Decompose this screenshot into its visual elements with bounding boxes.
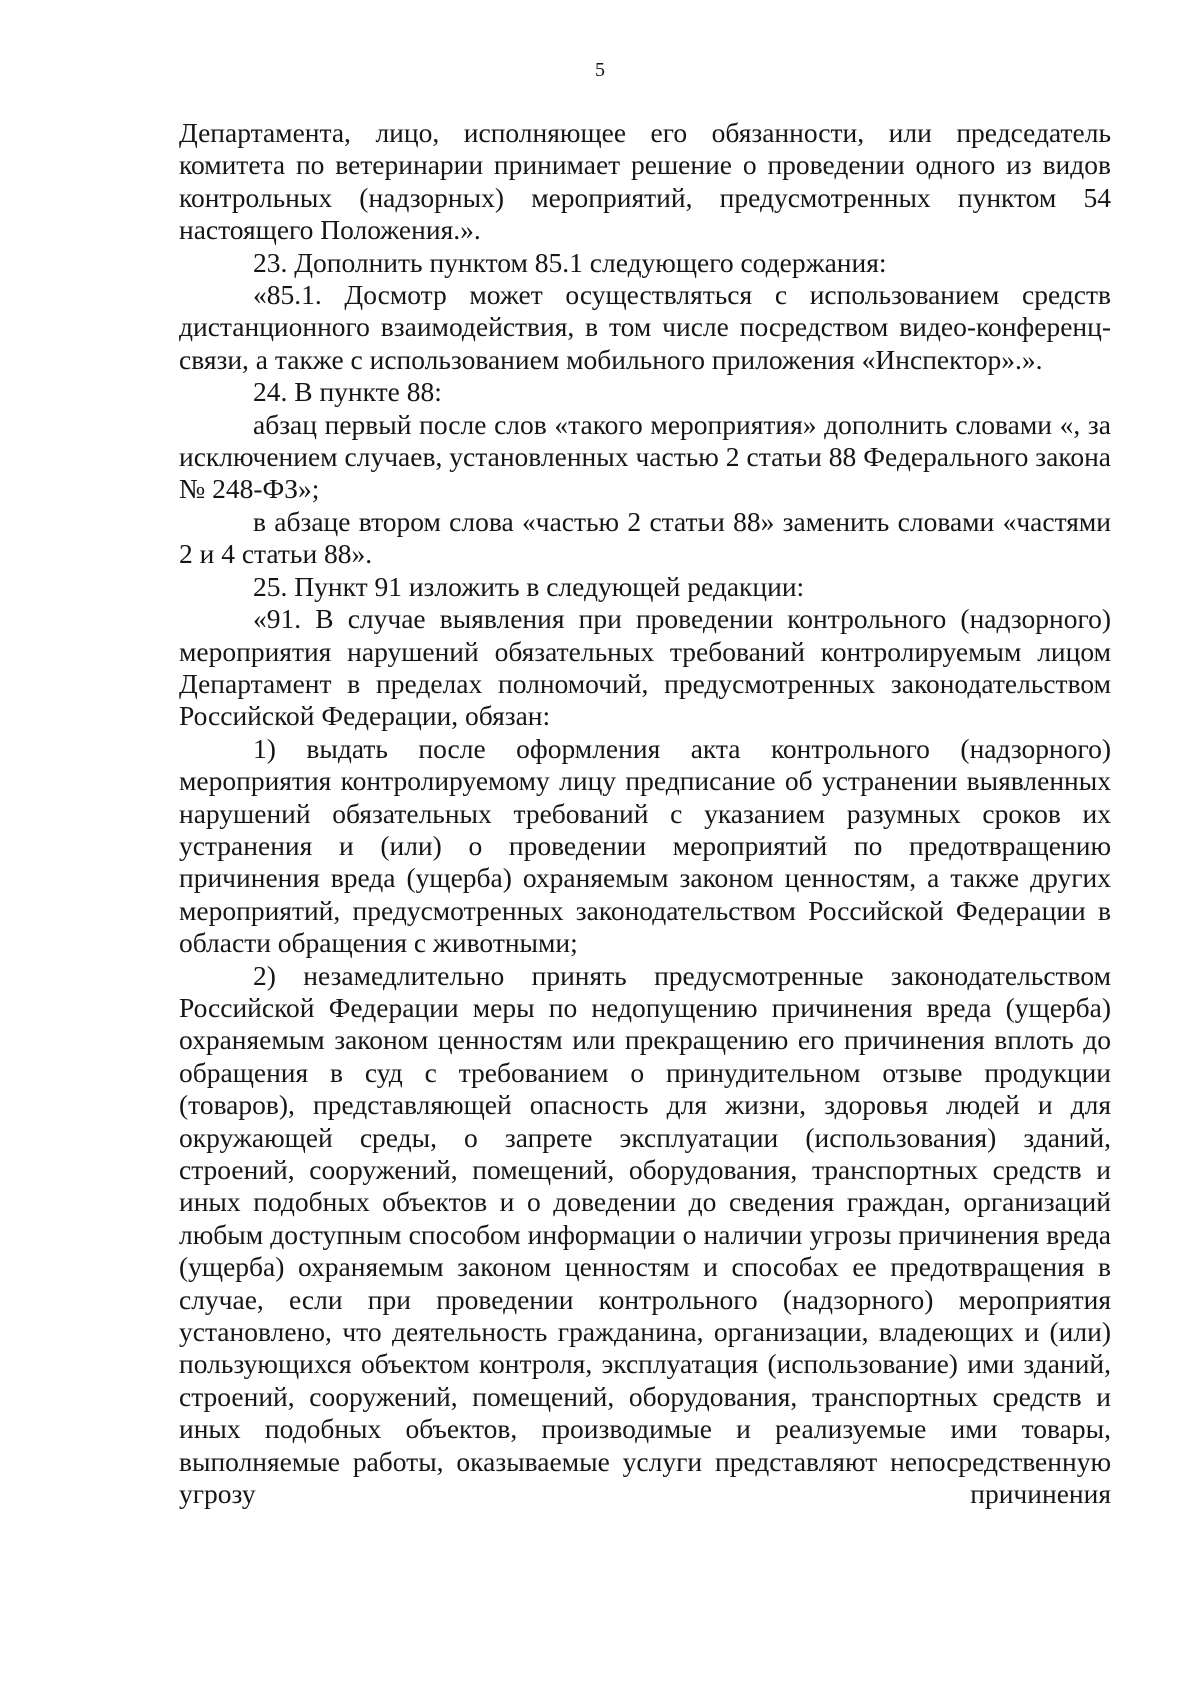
page-number: 5: [595, 59, 605, 81]
paragraph-91: «91. В случае выявления при проведении контрольного (надзорного) мероприятия нарушений обязательных требований контролируемым лицом Департамент в пределах полномочий, предусмотренных законодательством Российской Федерации, обязан:: [179, 603, 1111, 732]
document-body: [179, 117, 1111, 1510]
paragraph-91-subitem-2: 2) незамедлительно принять предусмотренные законодательством Российской Федерации меры по недопущению причинения вреда (ущерба) охраняемым законом ценностям или прекращению его причинения вплоть до обращения в суд с требованием о принудительном отзыве продукции (товаров), представляющей опасность для жизни, здоровья людей и для окружающей среды, о запрете эксплуатации (использования) зданий, строений, сооружений, помещений, оборудования, транспортных средств и иных подобных объектов и о доведении до сведения граждан, организаций любым доступным способом информации о наличии угрозы причинения вреда (ущерба) охраняемым законом ценностям и способах ее предотвращения в случае, если при проведении контрольного (надзорного) мероприятия установлено, что деятельность гражданина, организации, владеющих и (или) пользующихся объектом контроля, эксплуатация (использование) ими зданий, строений, сооружений, помещений, оборудования, транспортных средств и иных подобных объектов, производимые и реализуемые ими товары, выполняемые работы, оказываемые услуги представляют непосредственную угрозу причинения: [179, 959, 1111, 1510]
paragraph-91-subitem-1: 1) выдать после оформления акта контрольного (надзорного) мероприятия контролируемому лицу предписание об устранении выявленных нарушений обязательных требований с указанием разумных сроков их устранения и (или) о проведении мероприятий по предотвращению причинения вреда (ущерба) охраняемым законом ценностям, а также других мероприятий, предусмотренных законодательством Российской Федерации в области обращения с животными;: [179, 732, 1111, 959]
paragraph-85-1: «85.1. Досмотр может осуществляться с использованием средств дистанционного взаимодействия, в том числе посредством видео-конференц-связи, а также с использованием мобильного приложения «Инспектор».».: [179, 279, 1111, 375]
paragraph-continuation: Департамента, лицо, исполняющее его обязанности, или председатель комитета по ветеринарии принимает решение о проведении одного из видов контрольных (надзорных) мероприятий, предусмотренных пунктом 54 настоящего Положения.».: [179, 117, 1111, 246]
paragraph-second-abzac: в абзаце втором слова «частью 2 статьи 88» заменить словами «частями 2 и 4 статьи 88».: [179, 505, 1111, 570]
paragraph-item-23: 23. Дополнить пунктом 85.1 следующего содержания:: [253, 246, 887, 278]
paragraph-item-25: 25. Пункт 91 изложить в следующей редакции:: [253, 570, 805, 602]
paragraph-item-24: 24. В пункте 88:: [253, 376, 442, 408]
paragraph-first-abzac: абзац первый после слов «такого мероприятия» дополнить словами «, за исключением случаев, установленных частью 2 статьи 88 Федерального закона № 248-ФЗ»;: [179, 408, 1111, 505]
